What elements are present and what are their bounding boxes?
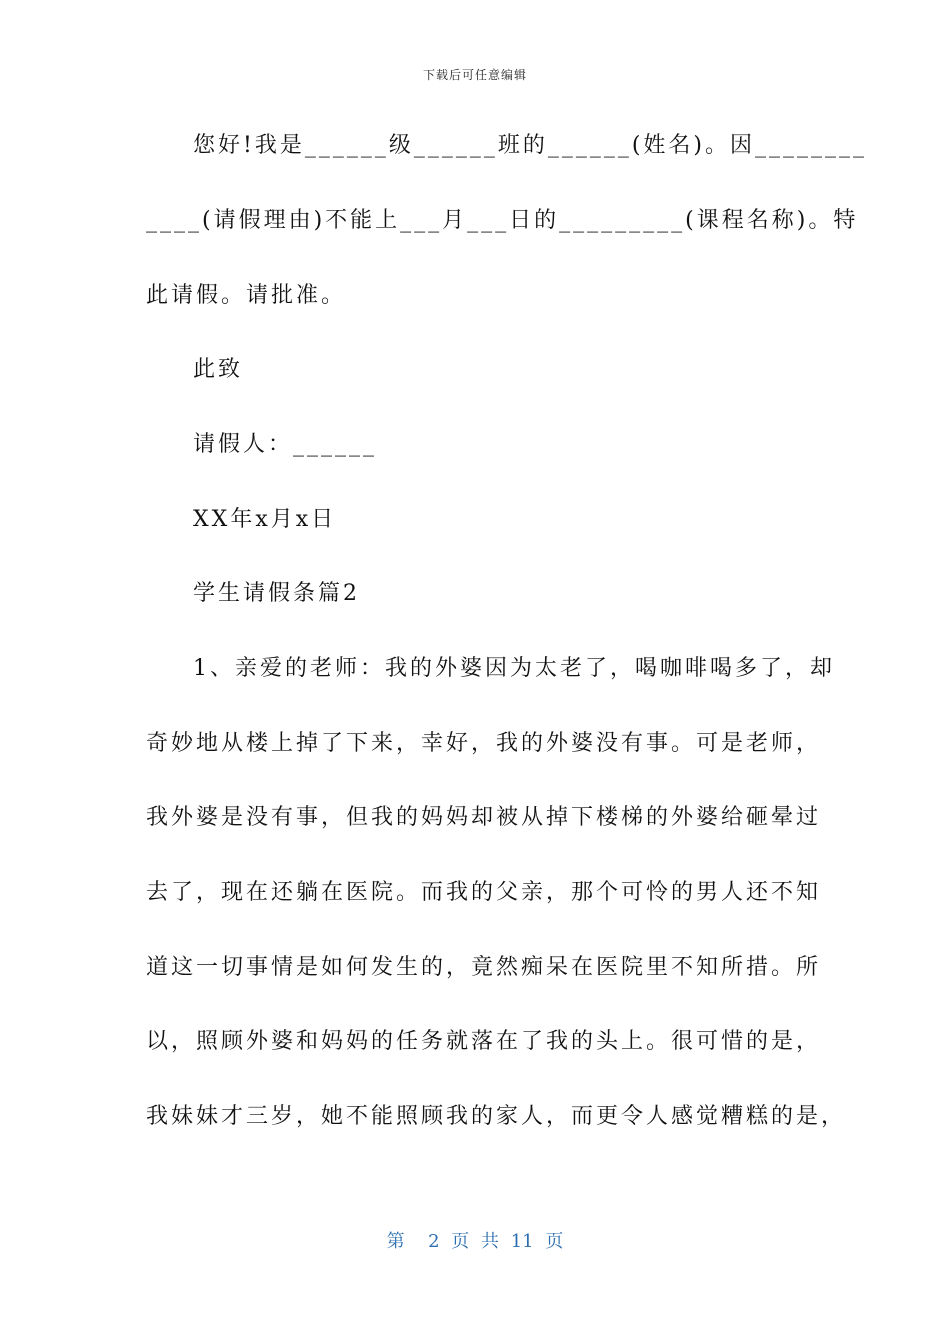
page-header: 下载后可任意编辑: [422, 68, 527, 82]
closing-salutation: 此致: [193, 357, 244, 382]
paragraph-line: 我外婆是没有事，但我的妈妈却被从掉下楼梯的外婆给砸晕过: [146, 805, 822, 830]
paragraph-line: 奇妙地从楼上掉了下来，幸好，我的外婆没有事。可是老师，: [146, 731, 822, 756]
date-line: XX年x月x日: [193, 507, 337, 532]
paragraph-line: 以，照顾外婆和妈妈的任务就落在了我的头上。很可惜的是，: [146, 1029, 822, 1054]
paragraph-line: 1、亲爱的老师：我的外婆因为太老了，喝咖啡喝多了，却: [193, 656, 835, 681]
section-title: 学生请假条篇2: [193, 581, 360, 606]
paragraph-line: 道这一切事情是如何发生的，竟然痴呆在医院里不知所措。所: [146, 955, 822, 980]
paragraph-line: 去了，现在还躺在医院。而我的父亲，那个可怜的男人还不知: [146, 880, 822, 905]
paragraph-line: 此请假。请批准。: [146, 283, 347, 308]
signature-line: 请假人：______: [193, 432, 378, 457]
paragraph-line: ____(请假理由)不能上___月___日的_________(课程名称)。特: [146, 208, 859, 233]
page-number-footer: 第 2 页 共 11 页: [386, 1231, 564, 1252]
paragraph-line: 您好!我是______级______班的______(姓名)。因________: [193, 133, 868, 158]
paragraph-line: 我妹妹才三岁，她不能照顾我的家人，而更令人感觉糟糕的是，: [146, 1104, 847, 1129]
